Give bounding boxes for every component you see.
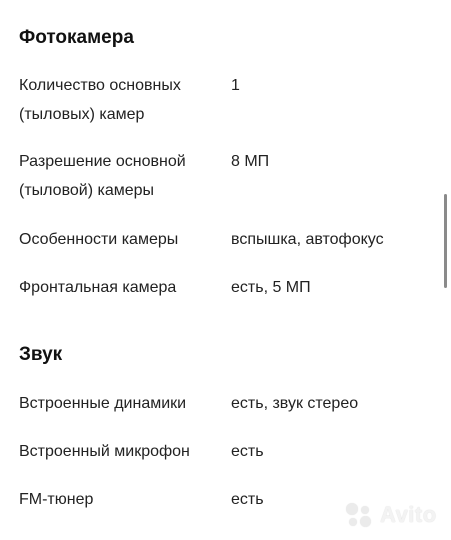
- spec-label: Встроенные динамики: [19, 395, 187, 412]
- avito-logo-icon: [344, 500, 374, 530]
- spec-value: есть: [231, 443, 264, 460]
- spec-value: есть, звук стерео: [231, 395, 359, 412]
- spec-label: Встроенный микрофон: [19, 443, 190, 460]
- section-title-camera: Фотокамера: [19, 27, 134, 48]
- section-title-sound: Звук: [19, 344, 63, 365]
- spec-label: Количество основных (тыловых) камер: [19, 77, 181, 123]
- spec-label: Особенности камеры: [19, 231, 179, 248]
- spec-label: Разрешение основной (тыловой) камеры: [19, 153, 186, 199]
- spec-label: Фронтальная камера: [19, 279, 177, 296]
- spec-value: 1: [231, 77, 240, 94]
- spec-value: 8 МП: [231, 153, 270, 170]
- watermark-text: Avito: [380, 502, 437, 527]
- spec-label: FM-тюнер: [19, 491, 94, 508]
- spec-value: есть: [231, 491, 264, 508]
- spec-value: вспышка, автофокус: [231, 231, 384, 248]
- spec-value: есть, 5 МП: [231, 279, 311, 296]
- scrollbar-thumb[interactable]: [444, 194, 447, 288]
- watermark: [344, 500, 437, 530]
